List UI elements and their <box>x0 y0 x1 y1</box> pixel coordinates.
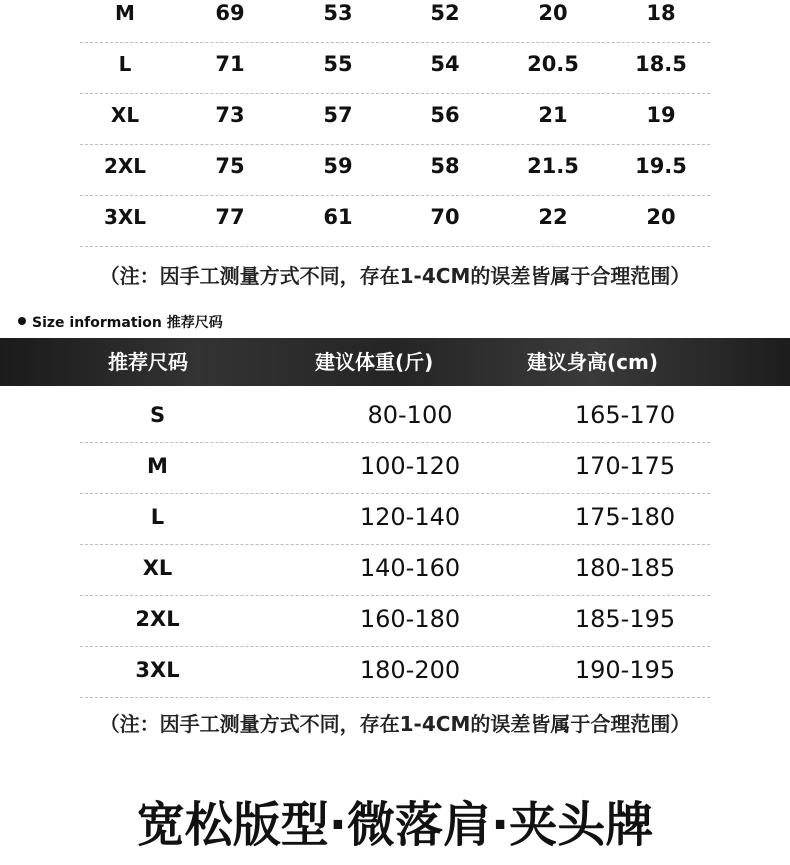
value-cell: 18.5 <box>635 52 687 76</box>
weight-cell: 120-140 <box>359 503 461 531</box>
bullet-icon <box>18 317 26 325</box>
table-row <box>80 545 710 596</box>
table-row <box>80 94 710 145</box>
size-cell: M <box>147 454 168 478</box>
table-row <box>80 494 710 545</box>
size-cell: 3XL <box>103 205 147 229</box>
value-cell: 20 <box>646 205 676 229</box>
value-cell: 54 <box>430 52 460 76</box>
table-row <box>80 196 710 247</box>
value-cell: 75 <box>215 154 245 178</box>
header-recommended-size: 推荐尺码 <box>108 350 188 374</box>
table-row <box>80 392 710 443</box>
size-cell: 3XL <box>135 658 180 682</box>
value-cell: 53 <box>323 1 353 25</box>
height-cell: 165-170 <box>574 401 676 429</box>
size-cell: L <box>150 505 165 529</box>
size-cell: 2XL <box>135 607 180 631</box>
size-info-label <box>18 312 223 332</box>
height-cell: 170-175 <box>574 452 676 480</box>
value-cell: 59 <box>323 154 353 178</box>
value-cell: 20.5 <box>527 52 579 76</box>
value-cell: 21 <box>538 103 568 127</box>
table-row <box>80 596 710 647</box>
size-cell: XL <box>110 103 140 127</box>
height-cell: 175-180 <box>574 503 676 531</box>
size-cell: XL <box>142 556 173 580</box>
weight-cell: 180-200 <box>359 656 461 684</box>
size-info-label-text: Size information 推荐尺码 <box>32 315 223 331</box>
weight-cell: 140-160 <box>359 554 461 582</box>
value-cell: 18 <box>646 1 676 25</box>
value-cell: 19 <box>646 103 676 127</box>
value-cell: 73 <box>215 103 245 127</box>
value-cell: 71 <box>215 52 245 76</box>
size-cell: 2XL <box>103 154 147 178</box>
size-table-header <box>0 338 790 386</box>
table-row <box>80 0 710 43</box>
value-cell: 19.5 <box>635 154 687 178</box>
value-cell: 70 <box>430 205 460 229</box>
size-cell: S <box>149 403 166 427</box>
header-height: 建议身高(cm) <box>527 350 658 374</box>
weight-cell: 100-120 <box>359 452 461 480</box>
size-cell: M <box>115 1 135 25</box>
table-row <box>80 145 710 196</box>
value-cell: 69 <box>215 1 245 25</box>
height-cell: 185-195 <box>574 605 676 633</box>
value-cell: 21.5 <box>527 154 579 178</box>
header-weight: 建议体重(斤) <box>315 350 434 374</box>
height-cell: 180-185 <box>574 554 676 582</box>
weight-cell: 80-100 <box>367 401 453 429</box>
value-cell: 52 <box>430 1 460 25</box>
bottom-title: 宽松版型·微落肩·夹头牌 <box>136 797 654 853</box>
size-cell: L <box>118 52 132 76</box>
value-cell: 20 <box>538 1 568 25</box>
table-row <box>80 443 710 494</box>
weight-cell: 160-180 <box>359 605 461 633</box>
value-cell: 61 <box>323 205 353 229</box>
value-cell: 77 <box>215 205 245 229</box>
table-row <box>80 647 710 698</box>
measurement-note: （注：因手工测量方式不同，存在1-4CM的误差皆属于合理范围） <box>99 712 691 736</box>
value-cell: 56 <box>430 103 460 127</box>
size-table <box>80 392 710 698</box>
height-cell: 190-195 <box>574 656 676 684</box>
table-row <box>80 43 710 94</box>
value-cell: 55 <box>323 52 353 76</box>
value-cell: 58 <box>430 154 460 178</box>
measurement-table <box>80 0 710 247</box>
value-cell: 22 <box>538 205 568 229</box>
measurement-note: （注：因手工测量方式不同，存在1-4CM的误差皆属于合理范围） <box>99 264 691 288</box>
value-cell: 57 <box>323 103 353 127</box>
